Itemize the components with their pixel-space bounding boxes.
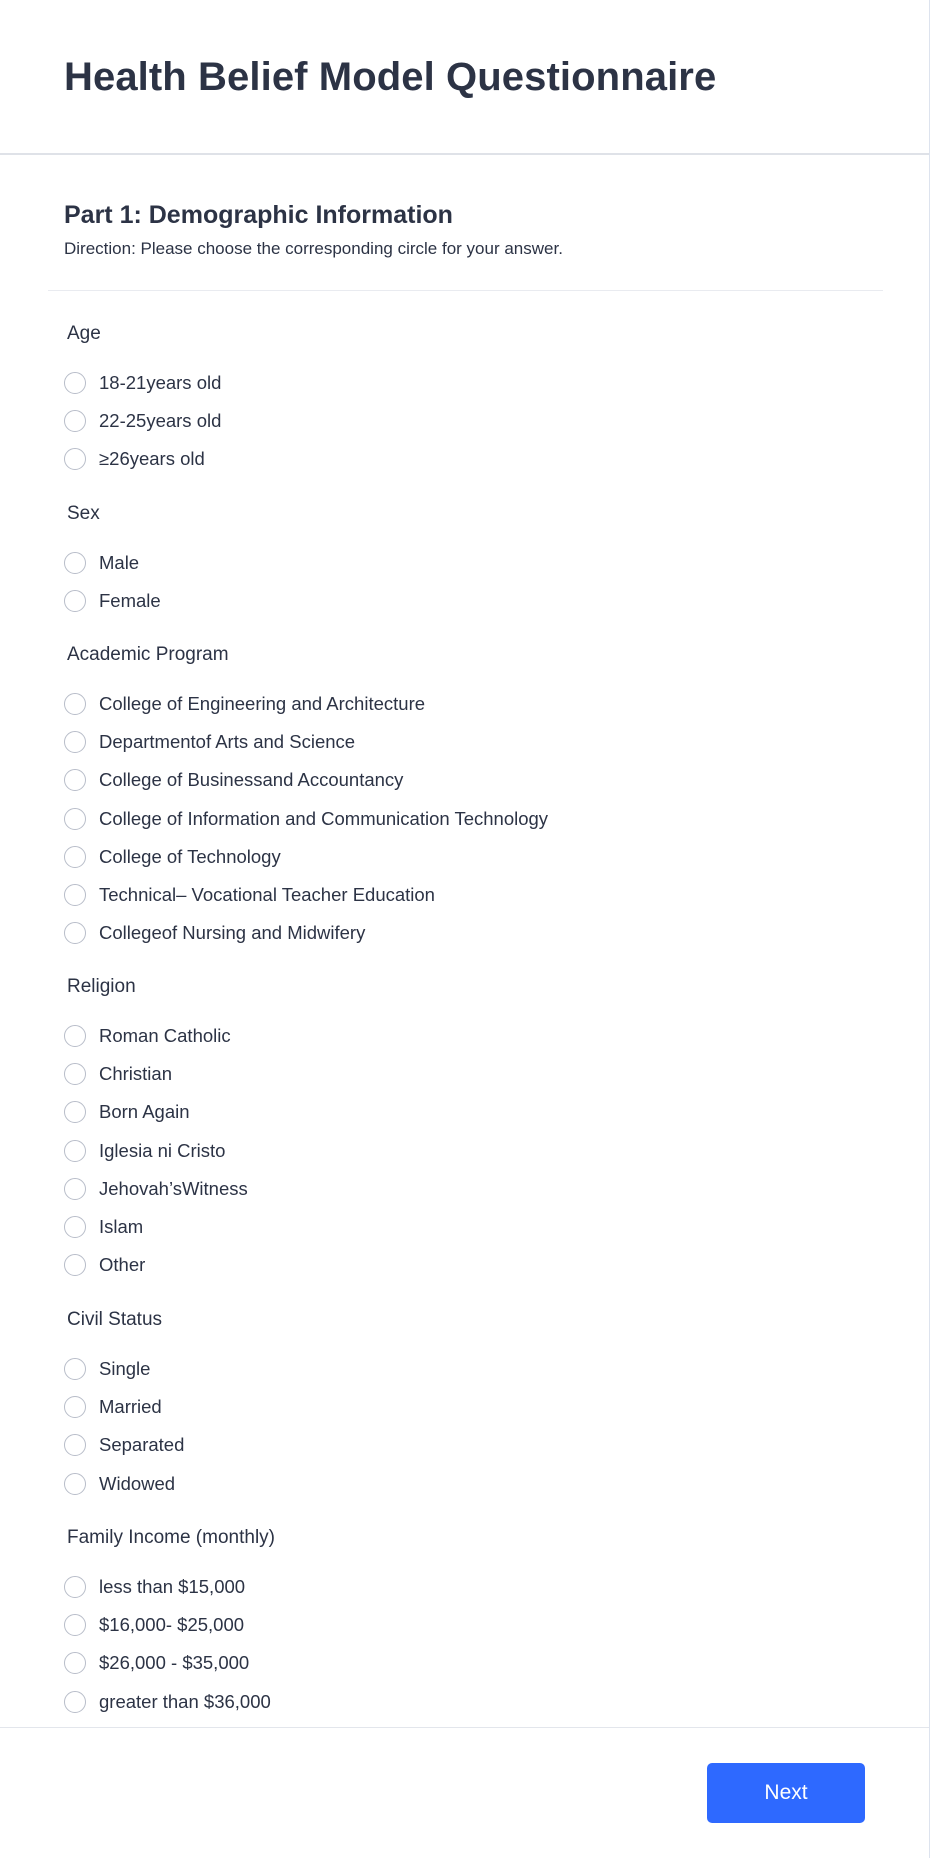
- option-label: Single: [99, 1358, 151, 1380]
- radio-option-married[interactable]: [64, 1388, 184, 1426]
- radio-button[interactable]: [64, 884, 86, 906]
- radio-option-other[interactable]: [64, 1246, 248, 1284]
- radio-button[interactable]: [64, 1101, 86, 1123]
- radio-button[interactable]: [64, 808, 86, 830]
- question-religion: [64, 975, 248, 1284]
- option-label: Roman Catholic: [99, 1025, 231, 1047]
- radio-group-family-income: [64, 1568, 275, 1721]
- next-button[interactable]: Next: [707, 1763, 865, 1823]
- question-label: Civil Status: [67, 1309, 163, 1330]
- option-label: Married: [99, 1396, 162, 1418]
- radio-option-age-26-plus[interactable]: [64, 440, 221, 478]
- radio-button[interactable]: [64, 769, 86, 791]
- radio-option-engineering[interactable]: [64, 685, 548, 723]
- option-label: Christian: [99, 1063, 172, 1085]
- radio-option-ict[interactable]: [64, 800, 548, 838]
- page-title: Health Belief Model Questionnaire: [64, 55, 717, 99]
- radio-option-male[interactable]: [64, 544, 161, 582]
- option-label: greater than $36,000: [99, 1690, 271, 1712]
- option-label: 22-25years old: [99, 410, 222, 432]
- question-label: Sex: [67, 503, 100, 524]
- radio-option-age-22-25[interactable]: [64, 402, 221, 440]
- option-label: Iglesia ni Cristo: [99, 1139, 226, 1161]
- radio-option-technology[interactable]: [64, 838, 548, 876]
- option-label: Technical– Vocational Teacher Education: [99, 884, 435, 906]
- question-family-income: [64, 1526, 275, 1721]
- radio-option-christian[interactable]: [64, 1055, 248, 1093]
- radio-button[interactable]: [64, 1216, 86, 1238]
- radio-button[interactable]: [64, 372, 86, 394]
- form-footer: [0, 1727, 929, 1859]
- option-label: College of Engineering and Architecture: [99, 693, 426, 715]
- option-label: Separated: [99, 1434, 185, 1456]
- radio-option-born-again[interactable]: [64, 1093, 248, 1131]
- radio-button[interactable]: [64, 1358, 86, 1380]
- form-header: [0, 0, 930, 155]
- section-header: [64, 198, 563, 261]
- radio-option-islam[interactable]: [64, 1208, 248, 1246]
- radio-option-business[interactable]: [64, 761, 548, 799]
- radio-option-income-less-15000[interactable]: [64, 1568, 275, 1606]
- radio-option-income-26000-35000[interactable]: [64, 1644, 275, 1682]
- radio-option-arts-science[interactable]: [64, 723, 548, 761]
- radio-button[interactable]: [64, 448, 86, 470]
- section-direction: Direction: Please choose the corresponding circle for your answer.: [64, 239, 563, 258]
- radio-button[interactable]: [64, 590, 86, 612]
- option-label: Other: [99, 1254, 146, 1276]
- radio-button[interactable]: [64, 1396, 86, 1418]
- option-label: College of Information and Communication Technology: [99, 807, 549, 829]
- radio-option-age-18-21[interactable]: [64, 364, 221, 402]
- option-label: Departmentof Arts and Science: [99, 731, 356, 753]
- radio-option-iglesia-ni-cristo[interactable]: [64, 1132, 248, 1170]
- question-label: Age: [67, 323, 101, 344]
- radio-button[interactable]: [64, 1140, 86, 1162]
- radio-option-income-16000-25000[interactable]: [64, 1606, 275, 1644]
- radio-option-single[interactable]: [64, 1350, 184, 1388]
- radio-option-separated[interactable]: [64, 1426, 184, 1464]
- option-label: Collegeof Nursing and Midwifery: [99, 922, 366, 944]
- radio-button[interactable]: [64, 1652, 86, 1674]
- radio-group-sex: [64, 544, 161, 620]
- option-label: ≥26years old: [99, 448, 205, 470]
- radio-button[interactable]: [64, 1473, 86, 1495]
- question-label: Family Income (monthly): [67, 1527, 275, 1548]
- option-label: less than $15,000: [99, 1576, 246, 1598]
- radio-button[interactable]: [64, 410, 86, 432]
- question-academic-program: [64, 643, 548, 952]
- radio-button[interactable]: [64, 846, 86, 868]
- option-label: Born Again: [99, 1101, 190, 1123]
- option-label: 18-21years old: [99, 372, 222, 394]
- radio-button[interactable]: [64, 922, 86, 944]
- option-label: $16,000- $25,000: [99, 1614, 245, 1636]
- radio-option-vocational[interactable]: [64, 876, 548, 914]
- question-label: Academic Program: [67, 644, 229, 665]
- section-title: Part 1: Demographic Information: [64, 201, 453, 229]
- option-label: Male: [99, 552, 140, 574]
- option-label: Widowed: [99, 1472, 176, 1494]
- radio-option-jehovahs-witness[interactable]: [64, 1170, 248, 1208]
- radio-button[interactable]: [64, 1178, 86, 1200]
- option-label: Jehovah’sWitness: [99, 1177, 248, 1199]
- question-sex: [64, 502, 161, 620]
- radio-group-academic-program: [64, 685, 548, 952]
- option-label: College of Technology: [99, 845, 281, 867]
- radio-button[interactable]: [64, 1434, 86, 1456]
- radio-button[interactable]: [64, 1691, 86, 1713]
- radio-button[interactable]: [64, 1254, 86, 1276]
- radio-group-age: [64, 364, 221, 479]
- option-label: $26,000 - $35,000: [99, 1652, 250, 1674]
- question-age: [64, 322, 221, 479]
- section-divider: [48, 290, 883, 291]
- radio-button[interactable]: [64, 552, 86, 574]
- radio-button[interactable]: [64, 1576, 86, 1598]
- radio-button[interactable]: [64, 693, 86, 715]
- radio-button[interactable]: [64, 731, 86, 753]
- radio-group-religion: [64, 1017, 248, 1284]
- question-civil-status: [64, 1308, 184, 1503]
- question-label: Religion: [67, 976, 136, 997]
- radio-option-roman-catholic[interactable]: [64, 1017, 248, 1055]
- option-label: Female: [99, 590, 161, 612]
- radio-button[interactable]: [64, 1614, 86, 1636]
- radio-option-nursing[interactable]: [64, 914, 548, 952]
- radio-option-income-greater-36000[interactable]: [64, 1683, 275, 1721]
- radio-group-civil-status: [64, 1350, 184, 1503]
- option-label: Islam: [99, 1216, 144, 1238]
- radio-button[interactable]: [64, 1025, 86, 1047]
- radio-option-female[interactable]: [64, 582, 161, 620]
- radio-button[interactable]: [64, 1063, 86, 1085]
- radio-option-widowed[interactable]: [64, 1465, 184, 1503]
- option-label: College of Businessand Accountancy: [99, 769, 404, 791]
